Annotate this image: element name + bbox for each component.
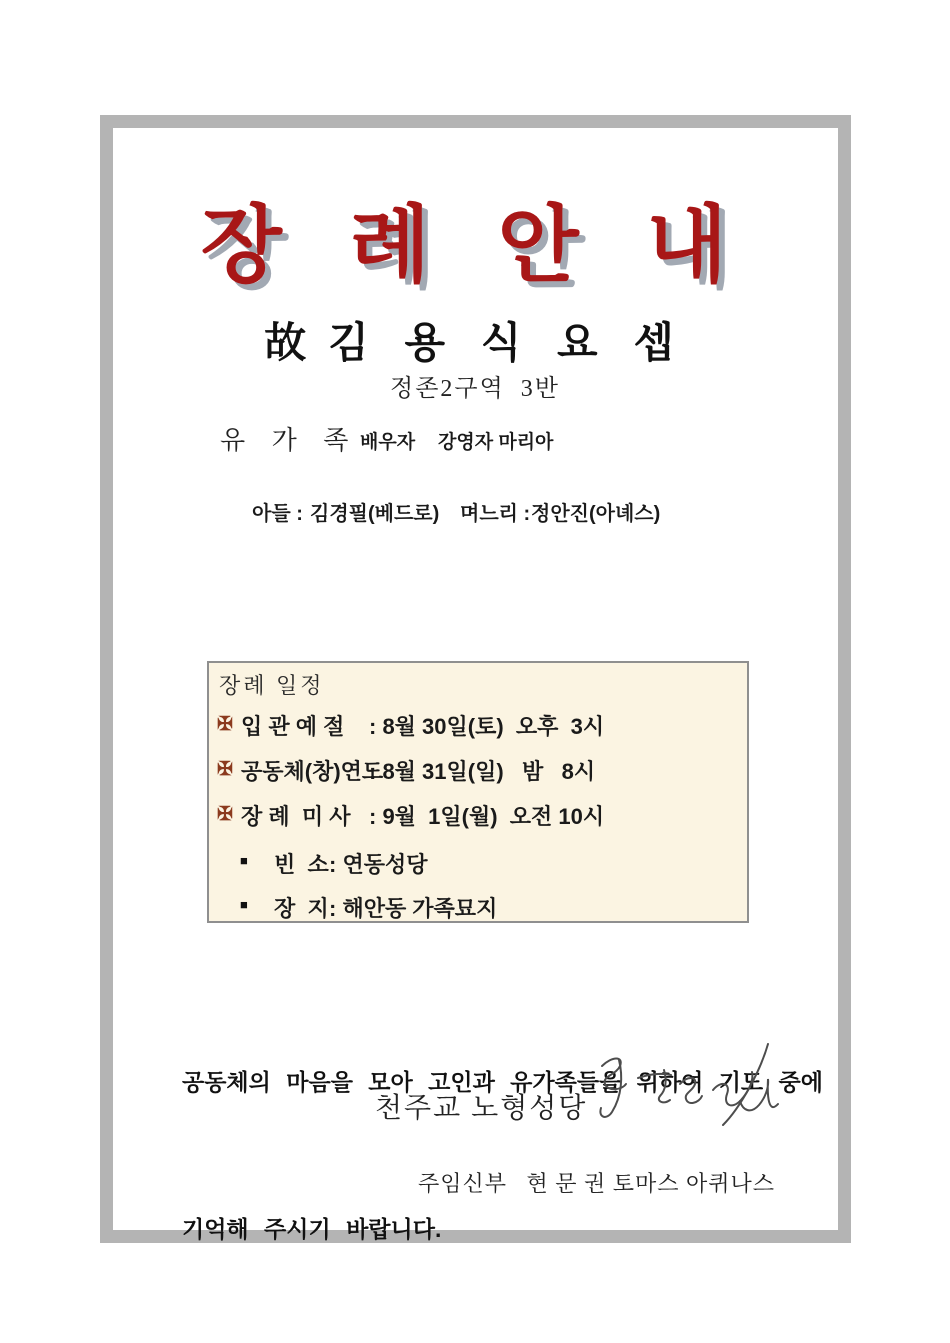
- pastor-name-line: 주임신부 현 문 권 토마스 아퀴나스: [418, 1171, 776, 1196]
- venue-label: 장 지: [274, 896, 329, 921]
- schedule-label: 공동체(창)연도: [241, 759, 384, 784]
- son-label: 아들 :: [252, 503, 303, 525]
- spouse-name: 강영자 마리아: [438, 432, 554, 453]
- family-section-label: 유 가 족: [220, 426, 359, 455]
- square-bullet-icon: ■: [240, 853, 248, 868]
- square-bullet-icon: ■: [240, 897, 248, 912]
- parish-district: 정존2구역 3반: [390, 376, 560, 402]
- maltese-cross-icon: ✠: [217, 759, 233, 780]
- venue-value: : 해안동 가족묘지: [329, 896, 498, 921]
- schedule-row-community-prayer: [209, 755, 739, 785]
- venue-row-burial-site: [209, 892, 739, 922]
- venue-value: : 연동성당: [329, 852, 428, 877]
- venue-row-mortuary: [209, 848, 739, 878]
- message-line-2: 기억해 주시기 바랍니다.: [182, 1216, 442, 1242]
- venue-label: 빈 소: [274, 852, 329, 877]
- schedule-label: 입 관 예 절: [241, 714, 345, 739]
- schedule-row-funeral-mass: [209, 800, 739, 830]
- schedule-value: : 8월 30일(토) 오후 3시: [369, 714, 605, 739]
- funeral-schedule-box: [207, 661, 749, 923]
- maltese-cross-icon: ✠: [217, 804, 233, 825]
- deceased-name-line: [0, 310, 950, 370]
- son-name: 김경필(베드로): [310, 503, 440, 525]
- spouse-label: 배우자: [360, 432, 416, 453]
- page-title: 장 례 안 내: [200, 198, 750, 292]
- church-name: 천주교 노형성당: [375, 1093, 588, 1124]
- schedule-value: : 8월 31일(일) 밤 8시: [369, 759, 596, 784]
- prayer-request-message: [182, 960, 823, 1343]
- deceased-prefix-hanja: 故: [264, 321, 319, 367]
- schedule-value: : 9월 1일(월) 오전 10시: [369, 804, 605, 829]
- pastor-signature: [572, 1030, 787, 1145]
- maltese-cross-icon: ✠: [217, 714, 233, 735]
- deceased-name: 김 용 식 요 셉: [328, 319, 686, 366]
- message-line-1: 공동체의 마음을 모아 고인과 유가족들을 위하여 기도 중에: [182, 1069, 823, 1095]
- schedule-row-encoffinment: [209, 710, 739, 740]
- daughter-in-law-label: 며느리 :: [460, 503, 531, 525]
- schedule-label: 장 례 미 사: [241, 804, 351, 829]
- daughter-in-law-name: 정안진(아녜스): [531, 503, 661, 525]
- schedule-heading: 장례 일정: [219, 673, 325, 698]
